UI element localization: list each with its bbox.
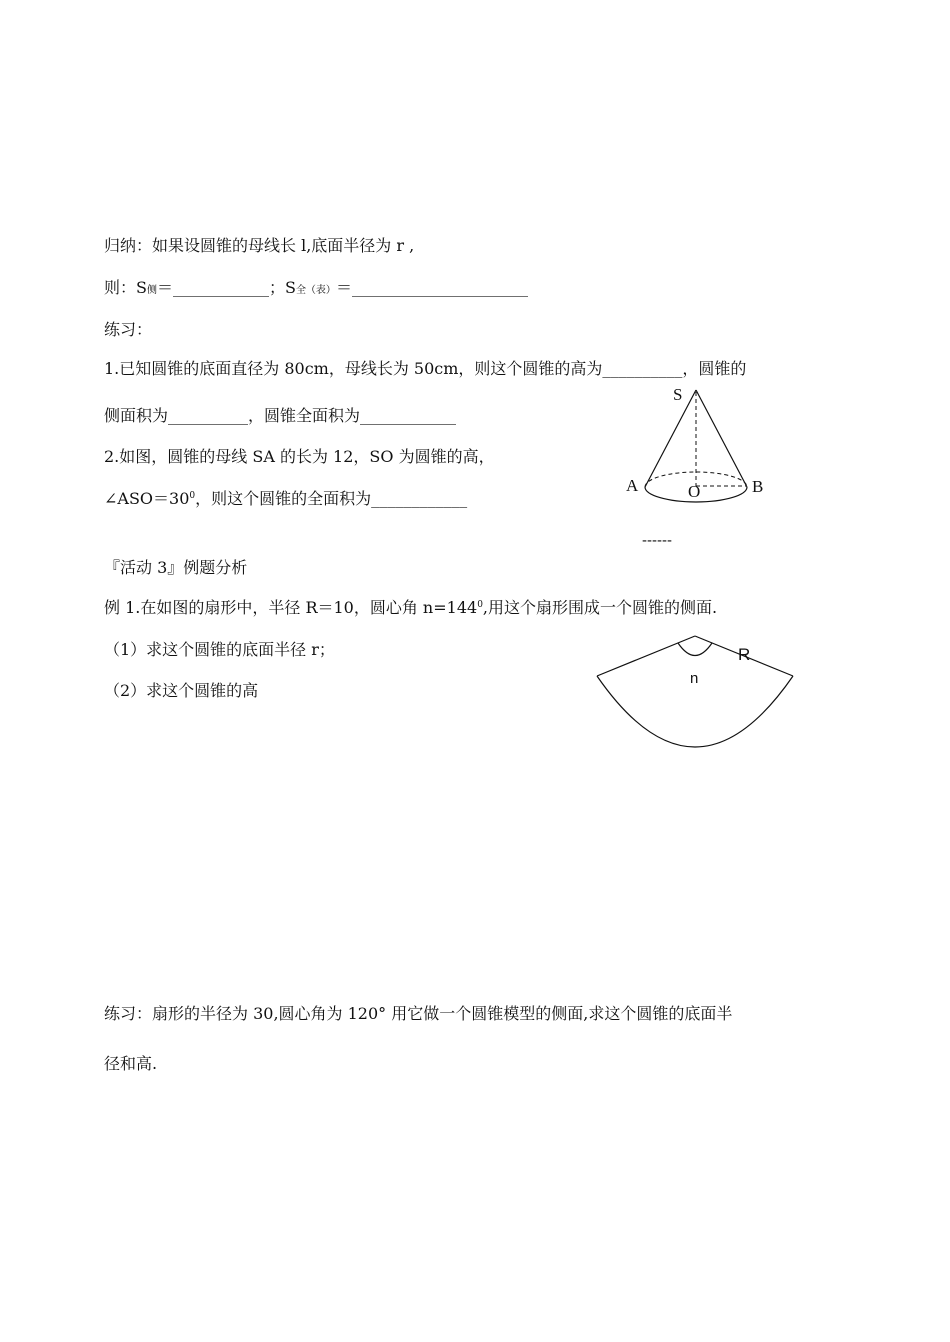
formula-lateral-subscript: 侧 (146, 285, 157, 296)
label-a: A (626, 476, 639, 495)
formula-line (104, 278, 528, 301)
question-2-line-1: 2.如图，圆锥的母线 SA 的长为 12，SO 为圆锥的高， (104, 447, 495, 466)
example-1-part-1: （1）求这个圆锥的底面半径 r； (104, 640, 335, 659)
practice-heading: 练习： (104, 320, 153, 339)
label-b: B (752, 477, 764, 496)
angle-text: ∠ASO＝30 (104, 489, 190, 508)
cone-slant-left (645, 390, 696, 487)
sector-diagram (590, 628, 800, 752)
summary-line (104, 236, 414, 256)
figure-caption-dashes: ------ (642, 532, 672, 549)
example-1-text-a: 例 1.在如图的扇形中，半径 R＝10，圆心角 n=144 (104, 598, 478, 617)
question-2-blank: ，则这个圆锥的全面积为____________ (195, 489, 468, 508)
label-n: n (690, 670, 699, 687)
label-s: S (673, 385, 683, 404)
formula-total-blank: ＝____________；S (156, 278, 296, 297)
central-angle-arc (678, 643, 712, 656)
question-1-line-1: 1.已知圆锥的底面直径为 80cm，母线长为 50cm，则这个圆锥的高为__________，圆锥的 (104, 359, 747, 378)
example-1-text-b: ,用这个扇形围成一个圆锥的侧面. (482, 598, 718, 617)
practice-2-line-1: 练习：扇形的半径为 30,圆心角为 120° 用它做一个圆锥模型的侧面,求这个圆锥的底面半 (104, 1004, 733, 1023)
practice-2-line-2: 径和高. (104, 1054, 158, 1073)
example-1-degree: 0 (477, 600, 483, 610)
example-1-part-2: （2）求这个圆锥的高 (104, 681, 259, 700)
sector-radius-left (597, 636, 695, 676)
summary-text: 归纳：如果设圆锥的母线长 l,底面半径为 r , (104, 236, 415, 255)
label-r: R (738, 645, 751, 664)
cone-diagram (618, 380, 778, 555)
question-2-line-2 (104, 489, 467, 509)
formula-total-subscript: 全（表） (295, 285, 336, 296)
formula-total-answer-blank: ＝______________________ (335, 278, 528, 297)
label-o: O (688, 482, 701, 501)
question-1-line-2: 侧面积为__________，圆锥全面积为____________ (104, 406, 457, 425)
degree-superscript: 0 (189, 491, 196, 501)
activity-heading: 『活动 3』例题分析 (104, 558, 248, 577)
formula-lateral-label: 则：S (104, 278, 147, 297)
example-1-text (104, 598, 717, 618)
